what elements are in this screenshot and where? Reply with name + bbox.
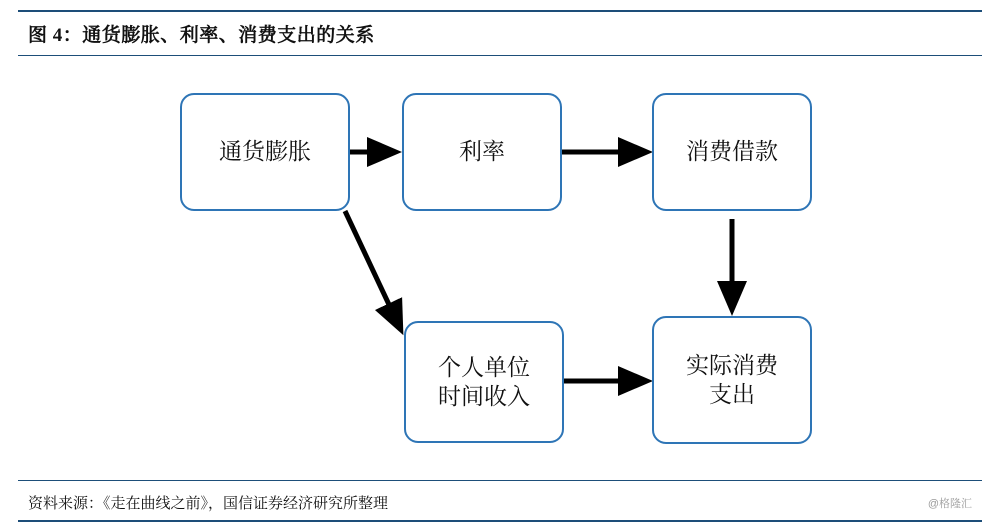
watermark-label: @格隆汇 [927, 498, 972, 510]
node-income-per-unit-time-label-line1: 个人单位 [438, 353, 530, 380]
node-income-per-unit-time-label-line2: 时间收入 [438, 383, 530, 409]
figure-title-bar [18, 12, 982, 56]
node-actual-consumption[interactable] [652, 316, 812, 444]
figure-source-bar [18, 480, 982, 520]
source-note: 资料来源：《走在曲线之前》，国信证券经济研究所整理 [28, 496, 389, 512]
node-consumer-borrowing-label: 消费借款 [686, 138, 778, 165]
node-interest-rate[interactable] [402, 93, 562, 211]
page-title: 图 4：通货膨胀、利率、消费支出的关系 [28, 25, 375, 46]
node-inflation-label: 通货膨胀 [219, 138, 311, 165]
node-actual-consumption-label-line2: 支出 [709, 381, 755, 407]
node-inflation[interactable] [180, 93, 350, 211]
node-consumer-borrowing[interactable] [652, 93, 812, 211]
node-actual-consumption-label-line1: 实际消费 [686, 351, 778, 378]
node-interest-rate-label: 利率 [459, 138, 505, 165]
diagram-canvas [0, 56, 1000, 480]
node-income-per-unit-time[interactable] [404, 321, 564, 443]
